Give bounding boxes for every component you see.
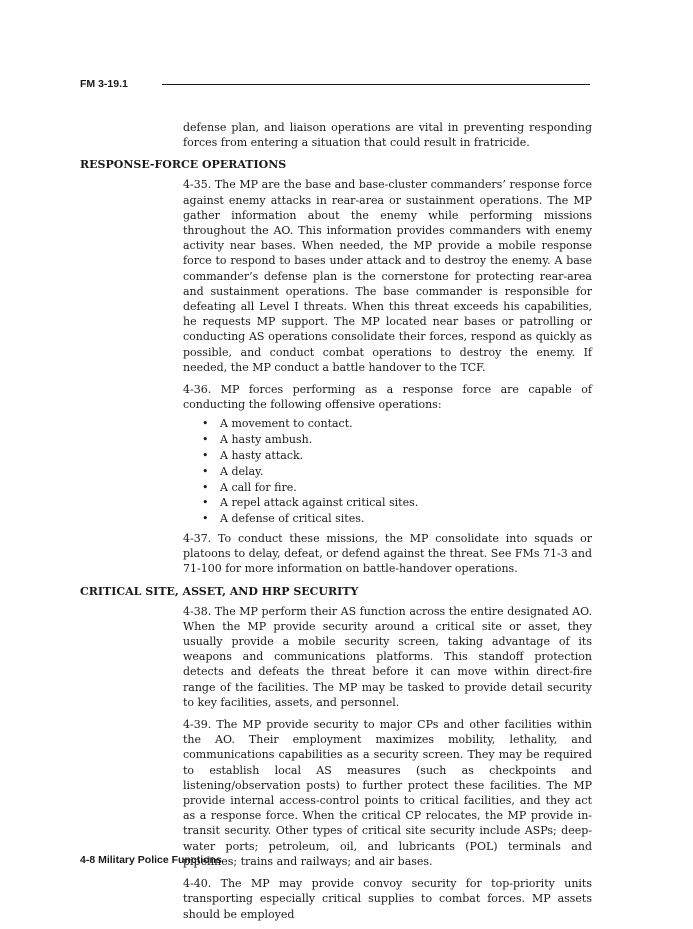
list-item: • A call for fire. bbox=[202, 480, 297, 494]
section-heading-critical-site: CRITICAL SITE, ASSET, AND HRP SECURITY bbox=[80, 584, 359, 598]
section-heading-response-force: RESPONSE-FORCE OPERATIONS bbox=[80, 158, 287, 172]
offensive-operations-list bbox=[183, 416, 592, 527]
list-item: • A delay. bbox=[202, 464, 264, 478]
list-item: • A hasty attack. bbox=[202, 449, 304, 463]
intro-paragraph: defense plan, and liaison operations are vital in preventing responding forces from entering a situation that could result in fratricide. bbox=[183, 121, 592, 150]
bullet-icon: • bbox=[202, 417, 209, 431]
bullet-icon: • bbox=[202, 449, 209, 463]
bullet-icon: • bbox=[202, 480, 209, 494]
paragraph-4-35: 4-35. The MP are the base and base-cluster commanders’ response force against enemy attacks in rear-area or sustainment operations. The MP gather information about the enemy while performing missions throughout the AO. This information provides commanders with enemy activity near bases. When needed, the MP provide a mobile response force to respond to bases under attack and to destroy the enemy. A base commander’s defense plan is the cornerstone for protecting rear-area and sustainment operations. The base commander is responsible for defeating all Level I threats. When this threat exceeds his capabilities, he requests MP support. The MP located near bases or patrolling or conducting AS operations consolidate their forces, respond as quickly as possible, and conduct combat operations to destroy the enemy. If needed, the MP conduct a battle handover to the TCF. bbox=[183, 178, 592, 374]
running-footer: 4-8 Military Police Functions bbox=[80, 854, 222, 866]
paragraph-4-40: 4-40. The MP may provide convoy security for top-priority units transporting especially critical supplies to combat forces. MP assets should be employed bbox=[183, 877, 592, 921]
paragraph-4-37: 4-37. To conduct these missions, the MP consolidate into squads or platoons to delay, defeat, or defend against the threat. See FMs 71-3 and 71-100 for more information on battle-handover operations. bbox=[183, 532, 592, 576]
bullet-icon: • bbox=[202, 512, 209, 526]
header-rule bbox=[162, 84, 590, 85]
bullet-icon: • bbox=[202, 464, 209, 478]
list-item: • A defense of critical sites. bbox=[202, 512, 365, 526]
paragraph-4-38: 4-38. The MP perform their AS function across the entire designated AO. When the MP provide security around a critical site or asset, they usually provide a mobile security screen, taking advantage of its weapons and communications platforms. This standoff protection detects and defeats the threat before it can move within direct-fire range of the facilities. The MP may be tasked to provide detail security to key facilities, assets, and personnel. bbox=[183, 604, 592, 709]
bullet-icon: • bbox=[202, 433, 209, 447]
bullet-icon: • bbox=[202, 496, 209, 510]
paragraph-4-39: 4-39. The MP provide security to major CPs and other facilities within the AO. Their employment maximizes mobility, lethality, and communications capabilities as a security screen. They may be required to establish local AS measures (such as checkpoints and listening/observation posts) to further protect these facilities. The MP provide internal access-control points to critical facilities, and they act as a response force. When the critical CP relocates, the MP provide in-transit security. Other types of critical site security include ASPs; deep-water ports; petroleum, oil, and lubricants (POL) terminals and pipelines; trains and railways; and air bases. bbox=[183, 718, 592, 868]
page-body bbox=[80, 120, 592, 929]
section-critical-site bbox=[183, 604, 592, 922]
paragraph-4-36: 4-36. MP forces performing as a response force are capable of conducting the following offensive operations: bbox=[183, 383, 592, 412]
list-item: • A hasty ambush. bbox=[202, 433, 313, 447]
list-item: • A repel attack against critical sites. bbox=[202, 496, 419, 510]
section-response-force bbox=[183, 177, 592, 576]
running-header: FM 3-19.1 bbox=[80, 78, 128, 90]
list-item: • A movement to contact. bbox=[202, 417, 353, 431]
